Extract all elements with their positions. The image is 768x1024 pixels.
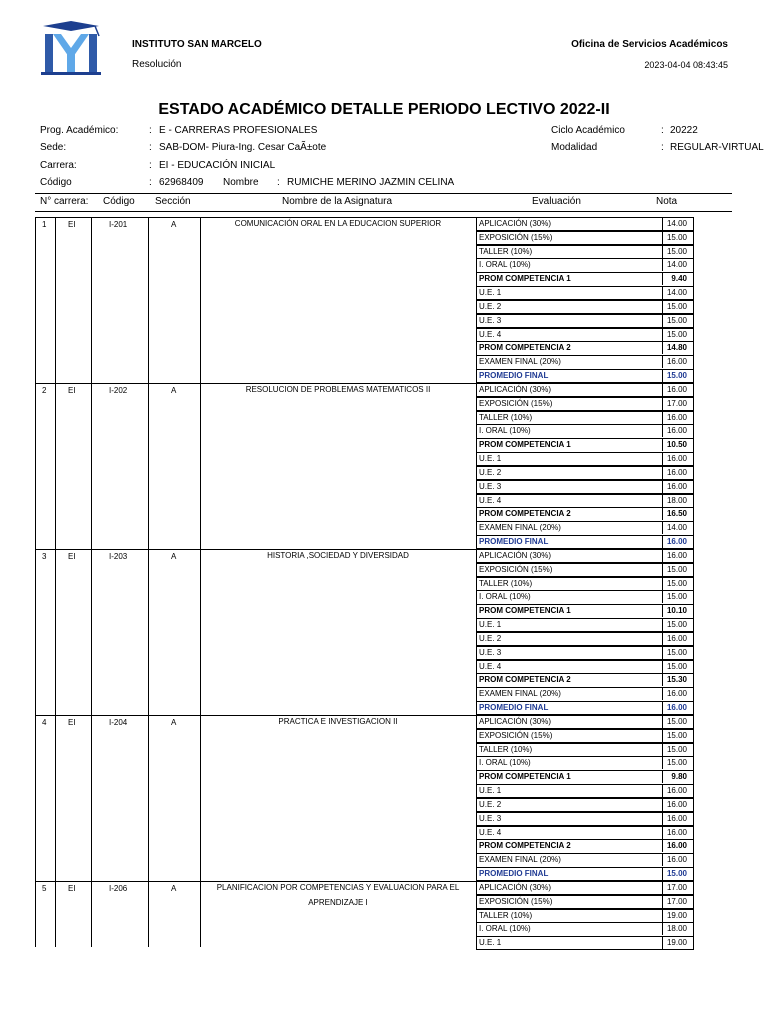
column-divider [148,383,149,549]
evaluation-label: I. ORAL (10%) [479,260,531,270]
evaluation-label: PROM COMPETENCIA 1 [479,440,571,450]
evaluation-row [476,632,694,646]
evaluation-row [476,715,694,729]
evaluation-grade: 19.00 [666,910,687,920]
evaluation-grade: 16.00 [666,813,687,823]
evaluation-row [476,826,694,840]
evaluation-row [476,660,694,674]
evaluation-row [476,909,694,923]
carrera-value: EI - EDUCACIÓN INICIAL [159,160,276,171]
evaluation-grade: 15.00 [666,246,687,256]
cell-divider [662,674,663,686]
evaluation-label: APLICACIÓN (30%) [479,219,552,228]
evaluation-row [476,895,694,909]
evaluation-label: PROMEDIO FINAL [479,371,549,381]
prog-colon: : [149,125,152,136]
cell-divider [662,813,663,825]
cell-divider [662,923,663,935]
cell-divider [662,896,663,908]
course-carrera: EI [68,717,76,727]
evaluation-label: U.E. 4 [479,329,502,339]
evaluation-grade: 15.00 [666,758,687,768]
column-divider [148,881,149,947]
office-name: Oficina de Servicios Académicos [571,39,728,50]
nombre-colon: : [277,177,280,188]
cell-divider [662,329,663,341]
evaluation-label: EXPOSICIÓN (15%) [479,564,553,574]
cell-divider [662,425,663,437]
cell-divider [662,661,663,673]
evaluation-row [476,397,694,411]
evaluation-label: U.E. 2 [479,301,502,311]
cell-divider [662,398,663,410]
final-average-row [476,535,694,549]
cell-divider [662,259,663,271]
final-average-row [476,369,694,383]
carrera-colon: : [149,160,152,171]
column-divider [148,715,149,881]
evaluation-label: U.E. 3 [479,647,502,657]
column-divider [35,549,36,715]
nombre-label: Nombre [223,177,259,188]
header-subtitle: Resolución [132,59,182,70]
evaluation-grade: 16.00 [666,633,687,643]
evaluation-label: EXPOSICIÓN (15%) [479,398,553,408]
evaluation-row [476,286,694,300]
sede-label: Sede: [40,142,67,153]
evaluation-grade: 15.00 [666,315,687,325]
course-name: COMUNICACIÓN ORAL EN LA EDUCACION SUPERIOR [234,219,442,228]
evaluation-grade: 15.00 [666,371,687,381]
cell-divider [662,605,663,617]
cell-divider [662,439,663,451]
evaluation-label: EXAMEN FINAL (20%) [479,855,561,865]
evaluation-grade: 15.00 [666,661,687,671]
evaluation-label: PROM COMPETENCIA 1 [479,606,571,616]
evaluation-label: EXAMEN FINAL (20%) [479,523,561,533]
column-divider [200,383,201,549]
page-title: ESTADO ACADÉMICO DETALLE PERIODO LECTIVO 2022-II [158,101,610,118]
column-divider [35,881,36,947]
evaluation-grade: 15.00 [666,578,687,588]
cell-divider [662,342,663,354]
evaluation-grade: 16.00 [666,426,687,436]
column-divider [55,383,56,549]
evaluation-grade: 15.00 [666,592,687,602]
competency-average-row [476,507,694,521]
course-name: PRACTICA E INVESTIGACION II [278,716,398,726]
codigo-value: 62968409 [159,177,204,188]
evaluation-row [476,521,694,535]
course-code: I-201 [109,220,128,229]
col-seccion: Sección [155,196,191,207]
evaluation-grade: 15.00 [666,744,687,754]
evaluation-label: EXPOSICIÓN (15%) [479,730,553,740]
cell-divider [662,232,663,244]
evaluation-grade: 16.00 [666,827,687,837]
competency-average-row [476,272,694,286]
evaluation-row [476,618,694,632]
evaluation-row [476,314,694,328]
evaluation-row [476,217,694,231]
evaluation-grade: 16.00 [666,689,687,699]
competency-average-row [476,673,694,687]
evaluation-label: APLICACIÓN (30%) [479,384,552,394]
evaluation-label: U.E. 2 [479,633,502,643]
course-code: I-203 [109,551,128,561]
prog-label: Prog. Académico: [40,125,119,136]
evaluation-grade: 17.00 [666,882,687,892]
evaluation-grade: 18.00 [666,924,687,934]
evaluation-row [476,480,694,494]
course-name: HISTORIA ,SOCIEDAD Y DIVERSIDAD [267,550,409,560]
modalidad-label: Modalidad [551,142,598,153]
evaluation-row [476,466,694,480]
evaluation-row [476,922,694,936]
cell-divider [662,591,663,603]
evaluation-label: EXPOSICIÓN (15%) [479,896,553,906]
cell-divider [662,799,663,811]
evaluation-grade: 15.00 [666,647,687,657]
evaluation-grade: 15.00 [666,301,687,311]
evaluation-label: TALLER (10%) [479,412,533,422]
evaluation-grade: 14.00 [666,260,687,270]
evaluation-row [476,411,694,425]
codigo-colon: : [149,177,152,188]
sede-colon: : [149,142,152,153]
evaluation-grade: 10.50 [666,440,687,450]
column-divider [200,217,201,383]
evaluation-grade: 15.00 [666,564,687,574]
cell-divider [662,246,663,258]
evaluation-grade: 16.00 [666,786,687,796]
course-code: I-202 [109,385,128,395]
evaluation-grade: 14.00 [666,523,687,533]
evaluation-grade: 16.00 [666,467,687,477]
cell-divider [662,744,663,756]
final-average-row [476,701,694,715]
evaluation-grade: 14.00 [666,219,687,228]
institute-logo [35,20,107,78]
evaluation-label: PROM COMPETENCIA 2 [479,343,571,353]
evaluation-label: U.E. 2 [479,467,502,477]
evaluation-label: U.E. 3 [479,481,502,491]
cell-divider [662,301,663,313]
course-number: 5 [42,883,47,893]
evaluation-label: U.E. 3 [479,315,502,325]
column-divider [148,217,149,383]
cell-divider [662,508,663,520]
competency-average-row [476,341,694,355]
cell-divider [662,619,663,631]
evaluation-grade: 17.00 [666,398,687,408]
cell-divider [662,315,663,327]
evaluation-row [476,812,694,826]
evaluation-label: U.E. 1 [479,454,502,464]
evaluation-grade: 16.00 [666,454,687,464]
ciclo-label: Ciclo Académico [551,125,625,136]
evaluation-label: TALLER (10%) [479,744,533,754]
cell-divider [662,481,663,493]
column-divider [91,217,92,383]
evaluation-row [476,756,694,770]
cell-divider [662,356,663,368]
column-divider [91,383,92,549]
col-evaluacion: Evaluación [532,196,581,207]
competency-average-row [476,604,694,618]
evaluation-row [476,231,694,245]
cell-divider [662,384,663,396]
evaluation-row [476,563,694,577]
evaluation-label: I. ORAL (10%) [479,592,531,602]
evaluation-label: APLICACIÓN (30%) [479,882,552,892]
evaluation-row [476,646,694,660]
evaluation-grade: 15.30 [666,675,687,685]
evaluation-label: U.E. 1 [479,938,502,948]
evaluation-row [476,494,694,508]
cell-divider [662,827,663,839]
course-number: 4 [42,717,47,727]
evaluation-label: U.E. 2 [479,799,502,809]
evaluation-row [476,798,694,812]
evaluation-label: PROM COMPETENCIA 1 [479,772,571,782]
cell-divider [662,522,663,534]
cell-divider [662,854,663,866]
cell-divider [662,882,663,894]
course-number: 3 [42,551,47,561]
course-section: A [171,551,177,561]
cell-divider [662,688,663,700]
column-divider [91,549,92,715]
column-divider [35,715,36,881]
evaluation-grade: 16.00 [666,855,687,865]
column-divider [35,217,36,383]
evaluation-row [476,549,694,563]
evaluation-grade: 15.00 [666,232,687,242]
cell-divider [662,840,663,852]
evaluation-label: U.E. 1 [479,786,502,796]
evaluation-label: TALLER (10%) [479,246,533,256]
evaluation-row [476,424,694,438]
evaluation-row [476,853,694,867]
cell-divider [662,218,663,230]
evaluation-label: PROM COMPETENCIA 1 [479,274,571,284]
ciclo-colon: : [661,125,664,136]
evaluation-row [476,245,694,259]
col-codigo: Código [103,196,135,207]
evaluation-label: PROMEDIO FINAL [479,703,549,713]
course-carrera: EI [68,551,76,561]
course-carrera: EI [68,883,76,893]
ciclo-value: 20222 [670,125,698,136]
course-section: A [171,883,177,893]
evaluation-row [476,258,694,272]
column-divider [91,715,92,881]
carrera-label: Carrera: [40,160,77,171]
evaluation-grade: 16.00 [666,384,687,394]
evaluation-grade: 15.00 [666,730,687,740]
report-timestamp: 2023-04-04 08:43:45 [644,60,728,70]
evaluation-label: EXPOSICIÓN (15%) [479,232,553,242]
cell-divider [662,647,663,659]
evaluation-grade: 18.00 [666,495,687,505]
evaluation-grade: 9.80 [671,772,687,782]
column-divider [35,383,36,549]
evaluation-row [476,355,694,369]
institution-name: INSTITUTO SAN MARCELO [132,39,262,50]
evaluation-label: I. ORAL (10%) [479,426,531,436]
cell-divider [662,287,663,299]
column-divider [200,881,201,947]
nombre-value: RUMICHE MERINO JAZMIN CELINA [287,177,455,188]
evaluation-label: APLICACIÓN (30%) [479,716,552,726]
evaluation-grade: 16.00 [666,357,687,367]
evaluation-grade: 16.50 [666,509,687,519]
cell-divider [662,633,663,645]
col-nombre: Nombre de la Asignatura [282,196,393,207]
evaluation-label: TALLER (10%) [479,910,533,920]
course-number: 2 [42,385,47,395]
column-divider [55,217,56,383]
cell-divider [662,910,663,922]
course-carrera: EI [68,220,76,229]
cell-divider [662,453,663,465]
evaluation-grade: 16.00 [666,537,687,547]
evaluation-label: APLICACIÓN (30%) [479,550,552,560]
evaluation-label: U.E. 1 [479,620,502,630]
course-section: A [171,220,177,229]
evaluation-row [476,784,694,798]
cell-divider [662,550,663,562]
competency-average-row [476,770,694,784]
evaluation-grade: 19.00 [666,938,687,948]
cell-divider [662,757,663,769]
evaluation-grade: 16.00 [666,841,687,851]
column-divider [55,549,56,715]
evaluation-grade: 16.00 [666,412,687,422]
evaluation-grade: 15.00 [666,620,687,630]
evaluation-grade: 16.00 [666,799,687,809]
cell-divider [662,785,663,797]
evaluation-row [476,743,694,757]
cell-divider [662,564,663,576]
evaluation-label: EXAMEN FINAL (20%) [479,689,561,699]
evaluation-row [476,577,694,591]
evaluation-grade: 17.00 [666,896,687,906]
cell-divider [662,868,663,880]
col-nota: Nota [656,196,678,207]
prog-value: E - CARRERAS PROFESIONALES [159,125,318,136]
modalidad-colon: : [661,142,664,153]
evaluation-grade: 16.00 [666,703,687,713]
evaluation-grade: 14.00 [666,288,687,298]
modalidad-value: REGULAR-VIRTUAL [670,142,764,153]
course-code: I-206 [109,883,128,893]
cell-divider [662,702,663,714]
course-name: PLANIFICACION POR COMPETENCIAS Y EVALUACION PARA EL APRENDIZAJE I [216,882,460,907]
evaluation-label: PROM COMPETENCIA 2 [479,675,571,685]
cell-divider [662,370,663,382]
evaluation-label: U.E. 4 [479,827,502,837]
competency-average-row [476,839,694,853]
header-bottom-rule [35,211,732,212]
column-divider [200,715,201,881]
evaluation-label: I. ORAL (10%) [479,924,531,934]
evaluation-grade: 15.00 [666,329,687,339]
evaluation-grade: 14.80 [666,343,687,353]
evaluation-row [476,452,694,466]
codigo-label: Código [40,177,72,188]
cell-divider [662,536,663,548]
evaluation-label: U.E. 1 [479,288,502,298]
column-divider [200,549,201,715]
final-average-row [476,867,694,881]
evaluation-label: PROMEDIO FINAL [479,537,549,547]
cell-divider [662,716,663,728]
column-divider [148,549,149,715]
evaluation-row [476,300,694,314]
column-divider [55,881,56,947]
competency-average-row [476,438,694,452]
evaluation-row [476,328,694,342]
cell-divider [662,495,663,507]
column-divider [91,881,92,947]
evaluation-label: TALLER (10%) [479,578,533,588]
course-code: I-204 [109,717,128,727]
evaluation-label: U.E. 4 [479,661,502,671]
evaluation-label: PROMEDIO FINAL [479,869,549,878]
evaluation-grade: 9.40 [671,274,687,284]
cell-divider [662,412,663,424]
evaluation-grade: 16.00 [666,550,687,560]
evaluation-label: PROM COMPETENCIA 2 [479,841,571,851]
evaluation-label: I. ORAL (10%) [479,758,531,768]
evaluation-grade: 16.00 [666,481,687,491]
evaluation-grade: 10.10 [666,606,687,616]
cell-divider [662,730,663,742]
cell-divider [662,937,663,949]
course-section: A [171,385,177,395]
evaluation-row [476,936,694,950]
cell-divider [662,273,663,285]
cell-divider [662,771,663,783]
course-section: A [171,717,177,727]
evaluation-label: EXAMEN FINAL (20%) [479,357,561,367]
evaluation-row [476,590,694,604]
evaluation-row [476,729,694,743]
course-number: 1 [42,220,47,229]
sede-value: SAB-DOM- Piura-Ing. Cesar CaÃ±ote [159,142,327,153]
evaluation-grade: 15.00 [666,716,687,726]
col-ncarrera: N° carrera: [40,196,89,207]
header-top-rule [35,193,732,194]
evaluation-label: U.E. 3 [479,813,502,823]
evaluation-label: U.E. 4 [479,495,502,505]
course-name: RESOLUCION DE PROBLEMAS MATEMATICOS II [245,384,431,394]
cell-divider [662,467,663,479]
evaluation-grade: 15.00 [666,869,687,878]
evaluation-label: PROM COMPETENCIA 2 [479,509,571,519]
column-divider [55,715,56,881]
evaluation-row [476,383,694,397]
course-carrera: EI [68,385,76,395]
evaluation-row [476,881,694,895]
evaluation-row [476,687,694,701]
cell-divider [662,578,663,590]
